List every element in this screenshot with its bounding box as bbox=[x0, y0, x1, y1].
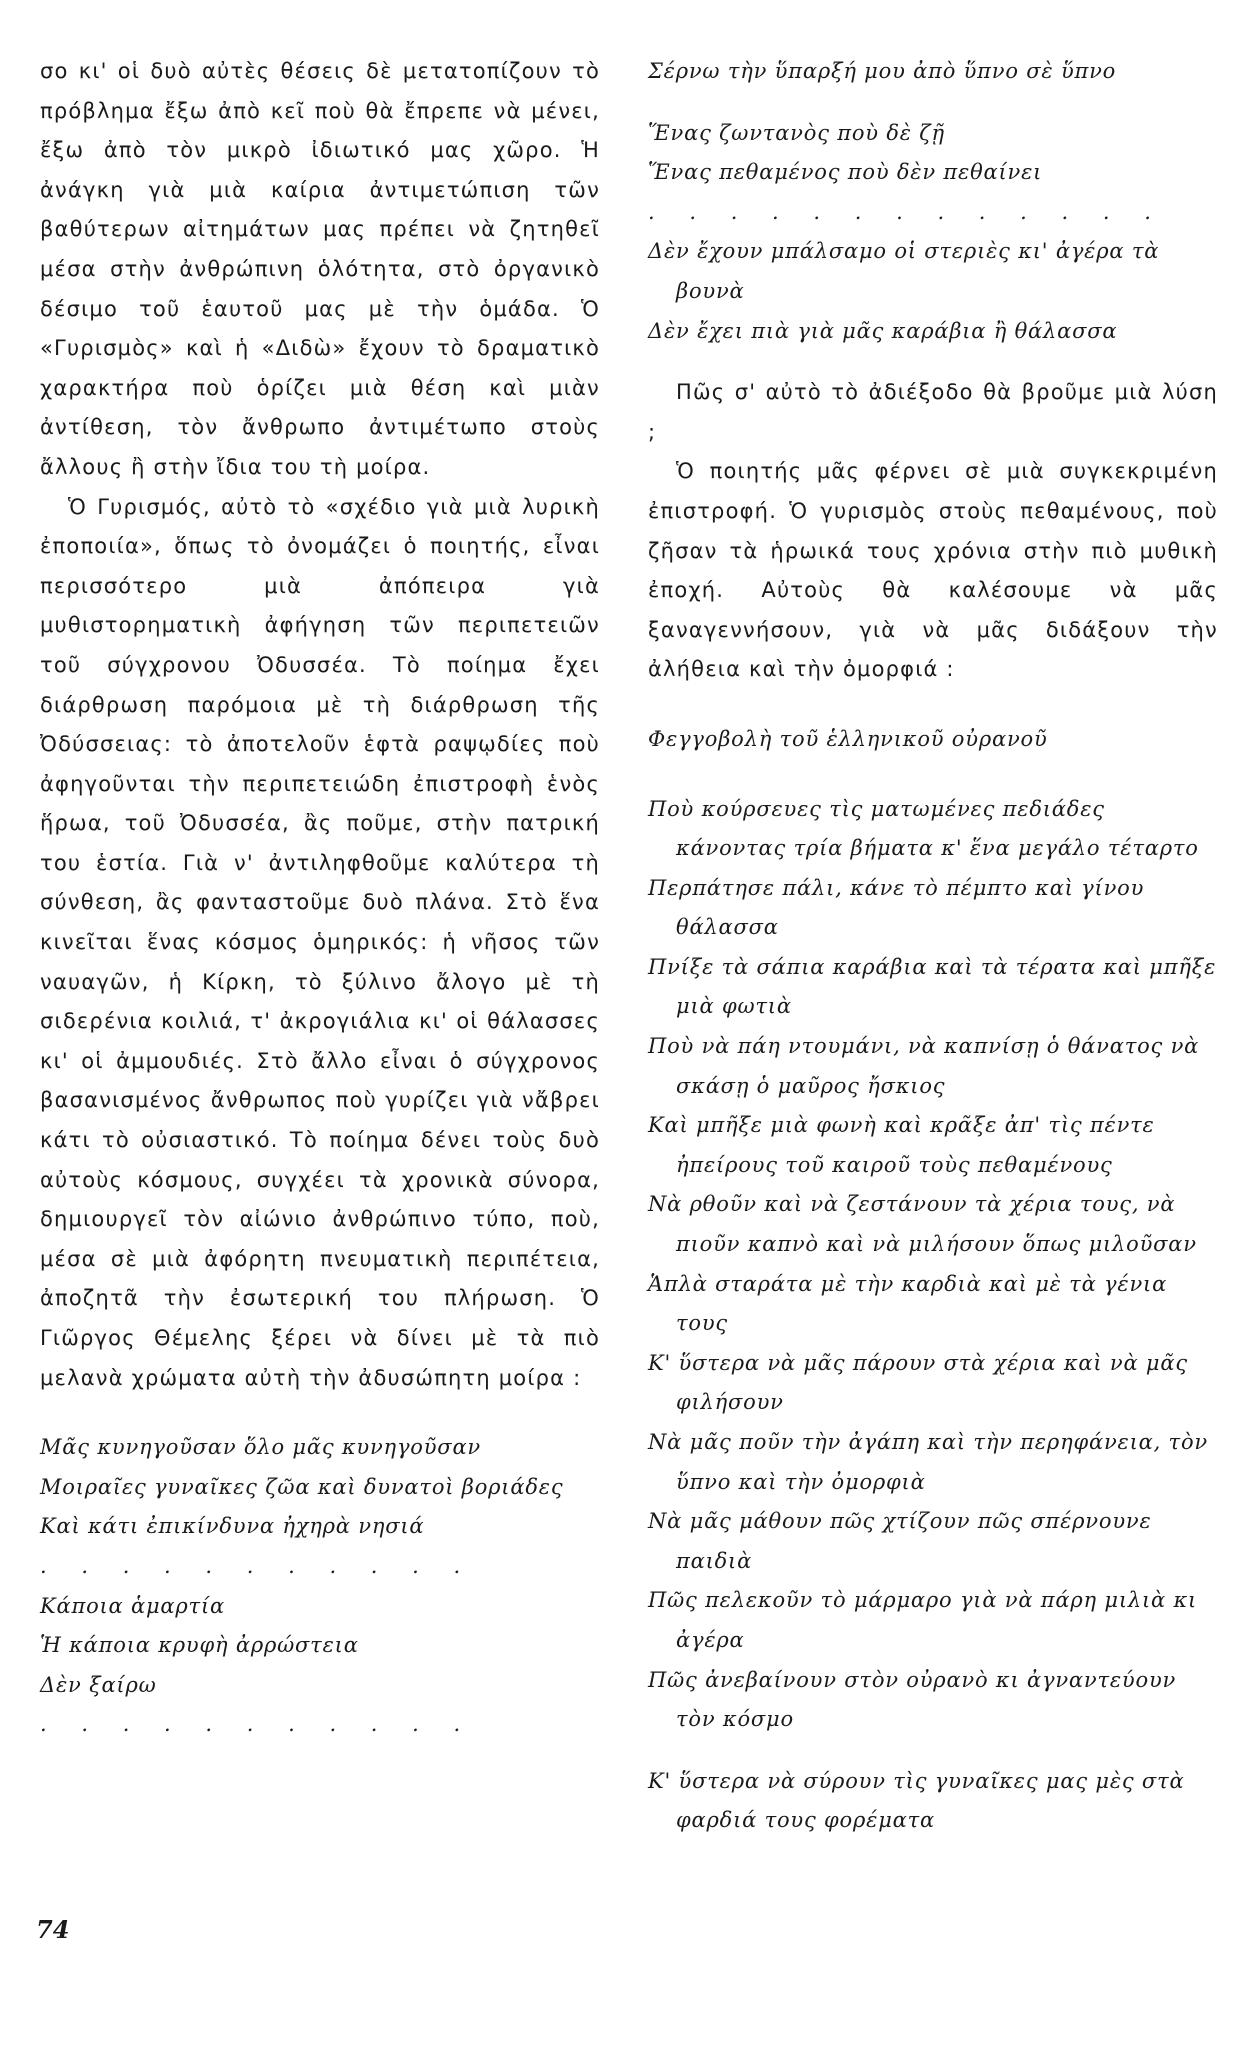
prose-paragraph: Ὁ Γυρισμός, αὐτὸ τὸ «σχέδιο γιὰ μιὰ λυρικὴ ἐποποιία», ὅπως τὸ ὀνομάζει ὁ ποιητής, εἶναι περισσότερο μιὰ ἀπόπειρα γιὰ μυθιστορηματικὴ ἀφήγηση τῶν περιπετειῶν τοῦ σύγχρονου Ὀδυσσέα. Τὸ ποίημα ἔχει διάρθρωση παρόμοια μὲ τὴ διάρθρωση τῆς Ὀδύσσειας: τὸ ἀποτελοῦν ἑφτὰ ραψῳδίες ποὺ ἀφηγοῦνται τὴν περιπετειώδη ἐπιστροφὴ ἑνὸς ἥρωα, τοῦ Ὀδυσσέα, ἂς ποῦμε, στὴν πατρική του ἑστία. Γιὰ ν' ἀντιληφθοῦμε καλύτερα τὴ σύνθεση, ἂς φανταστοῦμε δυὸ πλάνα. Στὸ ἕνα κινεῖται ἕνας κόσμος ὁμηρικός: ἡ νῆσος τῶν ναυαγῶν, ἡ Κίρκη, τὸ ξύλινο ἄλογο μὲ τὴ σιδερένια κοιλιά, τ' ἀκρογιάλια κι' οἱ θάλασσες κι' οἱ ἀμμουδιές. Στὸ ἄλλο εἶναι ὁ σύγχρονος βασανισμένος ἄνθρωπος ποὺ γυρίζει γιὰ νἄβρει κάτι τὸ οὐσιαστικό. Τὸ ποίημα δένει τοὺς δυὸ αὐτοὺς κόσμους, συγχέει τὰ χρονικὰ σύνορα, δημιουργεῖ τὸν αἰώνιο ἀνθρώπινο τύπο, ποὺ, μέσα σὲ μιὰ ἀφόρητη πνευματικὴ περιπέτεια, ἀποζητᾶ τὴν ἐσωτερική του πλήρωση. Ὁ Γιῶργος Θέμελης ξέρει νὰ δίνει μὲ τὰ πιὸ μελανὰ χρώματα αὐτὴ τὴν ἀδυσώπητη μοίρα : bbox=[40, 494, 600, 1390]
verse-line: Νὰ μᾶς μάθουν πῶς χτίζουν πῶς σπέρνουνε παιδιὰ bbox=[648, 1509, 1152, 1573]
verse-line: Ἁπλὰ σταράτα μὲ τὴν καρδιὰ καὶ μὲ τὰ γένια τους bbox=[648, 1271, 1168, 1336]
verse-line: Ἕνας ζωντανὸς ποὺ δὲ ζῇ bbox=[648, 120, 945, 145]
verse-line: Ποὺ κούρσευες τὶς ματωμένες πεδιάδες κάνοντας τρία βήματα κ' ἕνα μεγάλο τέταρτο bbox=[648, 796, 1199, 861]
verse-line: Καὶ μπῆξε μιὰ φωνὴ καὶ κρᾶξε ἀπ' τὶς πέντε ἠπείρους τοῦ καιροῦ τοὺς πεθαμένους bbox=[648, 1113, 1155, 1177]
verse-line: Πνίξε τὰ σάπια καράβια καὶ τὰ τέρατα καὶ μπῆξε μιὰ φωτιὰ bbox=[648, 954, 1217, 1019]
ellipsis-dots: . . . . . . . . . . . bbox=[40, 1712, 475, 1737]
prose-paragraph: Πῶς σ' αὐτὸ τὸ ἀδιέξοδο θὰ βροῦμε μιὰ λύση ; bbox=[648, 380, 1218, 444]
left-verse bbox=[40, 1428, 600, 1745]
verse-line: Σέρνω τὴν ὕπαρξή μου ἀπὸ ὕπνο σὲ ὕπνο bbox=[648, 59, 1117, 83]
prose-paragraph: σο κι' οἱ δυὸ αὐτὲς θέσεις δὲ μετατοπίζουν τὸ πρόβλημα ἔξω ἀπὸ κεῖ ποὺ θὰ ἔπρεπε νὰ μένει, ἔξω ἀπὸ τὸν μικρὸ ἰδιωτικό μας χῶρο. Ἡ ἀνάγκη γιὰ μιὰ καίρια ἀντιμετώπιση τῶν βαθύτερων αἰτημάτων μας πρέπει νὰ ζητηθεῖ μέσα στὴν ἀνθρώπινη ὁλότητα, στὸ ὀργανικὸ δέσιμο τοῦ ἑαυτοῦ μας μὲ τὴν ὁμάδα. Ὁ «Γυρισμὸς» καὶ ἡ «Διδὼ» ἔχουν τὸ δραματικὸ χαρακτήρα ποὺ ὁρίζει μιὰ θέση καὶ μιὰν ἀντίθεση, τὸν ἄνθρωπο ἀντιμέτωπο στοὺς ἄλλους ἢ στὴν ἴδια του τὴ μοίρα. bbox=[40, 59, 600, 479]
verse-line: Πῶς ἀνεβαίνουν στὸν οὐρανὸ κι ἀγναντεύουν τὸν κόσμο bbox=[648, 1667, 1177, 1732]
verse-line: Νὰ μᾶς ποῦν τὴν ἀγάπη καὶ τὴν περηφάνεια, τὸν ὕπνο καὶ τὴν ὀμορφιὰ bbox=[648, 1430, 1208, 1494]
prose-paragraph: Ὁ ποιητής μᾶς φέρνει σὲ μιὰ συγκεκριμένη ἐπιστροφή. Ὁ γυρισμὸς στοὺς πεθαμένους, ποὺ ζῆσαν τὰ ἡρωικά τους χρόνια στὴν πιὸ μυθικὴ ἐποχή. Αὐτοὺς θὰ καλέσουμε νὰ μᾶς ξαναγεννήσουν, γιὰ νὰ μᾶς διδάξουν τὴν ἀλήθεια καὶ τὴν ὀμορφιά : bbox=[648, 459, 1218, 682]
right-column bbox=[648, 52, 1218, 1841]
page-number: 74 bbox=[36, 1915, 70, 1944]
ellipsis-dots: . . . . . . . . . . . bbox=[40, 1553, 475, 1578]
verse-line: Κ' ὕστερα νὰ μᾶς πάρουν στὰ χέρια καὶ νὰ μᾶς φιλήσουν bbox=[648, 1350, 1188, 1415]
left-column bbox=[40, 52, 600, 1745]
verse-line: Ἕνας πεθαμένος ποὺ δὲν πεθαίνει bbox=[648, 160, 1043, 185]
verse-line: Δὲν ξαίρω bbox=[40, 1672, 157, 1697]
verse-line: Πῶς πελεκοῦν τὸ μάρμαρο γιὰ νὰ πάρη μιλιὰ κι ἀγέρα bbox=[648, 1588, 1198, 1652]
right-verse-bottom bbox=[648, 790, 1218, 1841]
left-prose bbox=[40, 52, 600, 1398]
verse-line: Ἡ κάποια κρυφὴ ἀρρώστεια bbox=[40, 1633, 359, 1658]
verse-line: Μᾶς κυνηγοῦσαν ὅλο μᾶς κυνηγοῦσαν bbox=[40, 1435, 481, 1460]
verse-line: Δὲν ἔχουν μπάλσαμο οἱ στεριὲς κι' ἀγέρα τὰ βουνὰ bbox=[648, 239, 1160, 303]
verse-line: Καὶ κάτι ἐπικίνδυνα ἠχηρὰ νησιά bbox=[40, 1514, 425, 1539]
verse-line: Κ' ὕστερα νὰ σύρουν τὶς γυναῖκες μας μὲς στὰ φαρδιά τους φορέματα bbox=[648, 1768, 1185, 1833]
right-verse-top bbox=[648, 52, 1218, 351]
right-prose bbox=[648, 373, 1218, 690]
ellipsis-dots: . . . . . . . . . . . . . bbox=[648, 199, 1165, 224]
verse-line: Κάποια ἁμαρτία bbox=[40, 1593, 225, 1618]
verse-line: Μοιραῖες γυναῖκες ζῶα καὶ δυνατοὶ βοριάδες bbox=[40, 1474, 564, 1499]
verse-line: Νὰ ρθοῦν καὶ νὰ ζεστάνουν τὰ χέρια τους, νὰ πιοῦν καπνὸ καὶ νὰ μιλήσουν ὅπως μιλοῦσαν bbox=[648, 1192, 1197, 1257]
poem-heading: Φεγγοβολὴ τοῦ ἑλληνικοῦ οὐρανοῦ bbox=[648, 726, 1048, 751]
verse-line: Ποὺ νὰ πάη ντουμάνι, νὰ καπνίσῃ ὁ θάνατος νὰ σκάσῃ ὁ μαῦρος ἤσκιος bbox=[648, 1034, 1200, 1098]
verse-line: Περπάτησε πάλι, κάνε τὸ πέμπτο καὶ γίνου θάλασσα bbox=[648, 875, 1145, 940]
verse-line: Δὲν ἔχει πιὰ γιὰ μᾶς καράβια ἢ θάλασσα bbox=[648, 318, 1118, 343]
